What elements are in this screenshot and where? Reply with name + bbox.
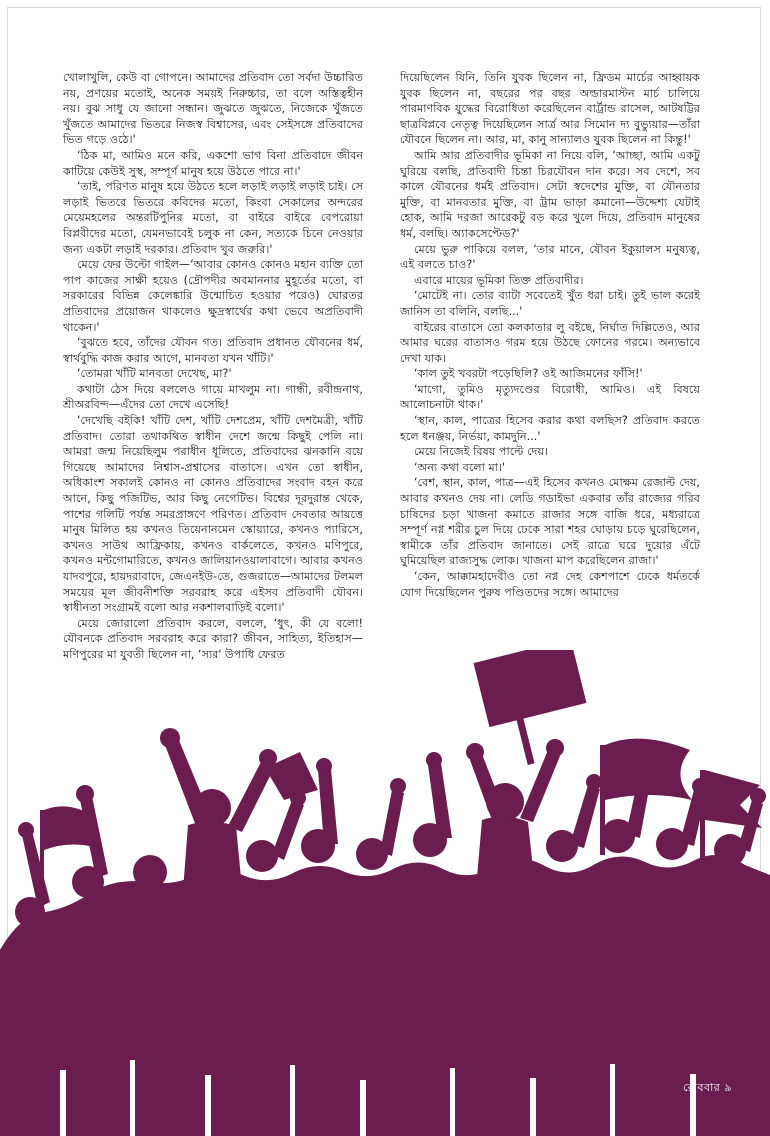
paragraph: ‘দেখেছি বইকি! খাঁটি দেশ, খাঁটি দেশপ্রেম, খাঁটি দেশমৈত্রী, খাঁটি প্রতিবাদ। তোরা তথাকথিত স্বাধীন দেশে জন্মে কিছুই পেলি না। আমরা জন্ম নিয়েছিলুম পরাধীন ধূলিতে, প্রতিবাদের ঝনকানি বয়ে গিয়েছে আমাদের নিশ্বাস-প্রশ্বাসের বাতাসে। এখন তো স্বাধীন, অধিকাংশ সকালই কোনও না কোনও প্রতিবাদের সংবাদ বহন করে আনে, কিছু পজিটিভ, আর কিছু নেগেটিভ। বিশ্বের দূরদুরান্ত থেকে, পাশের গলিটি পর্যন্ত সমরপ্রাঙ্গণে পরিণত। প্রতিবাদ দেবতার আয়ত্তে মানুষ মিলিত হয় কখনও তিয়েনানমেন স্কোয়্যারে, কখনও প্যারিসে, কখনও সাউথ আফ্রিকায়, কখনও বার্কলেতে, কখনও মণিপুরে, কখনও মন্টগোমারিতে, কখনও জালিয়ানওয়ালাবাগে। আবার কখনও যাদবপুরে, হায়দরাবাদে, জেএনইউ-তে, গুজরাতে—আমাদের টলমল সময়ের মূল জীবনীশক্তি সরবরাহ করে এইসব প্রতিবাদী যৌবন। স্বাধীনতা সংগ্রামই বলো আর নকশালবাড়িই বলো।' <box>63 414 363 615</box>
article-column-left <box>63 70 363 663</box>
paragraph: মেয়ে ফের উল্টো গাইল—‘আবার কোনও কোনও মহান ব্যক্তি তো পাপ কাজের সাক্ষী হয়েও (দ্রৌপদীর অবমাননার মুহূর্তের মতো, বা সরকারের বিভিন্ন কেলেঙ্কারি উন্মোচিত হওয়ার পরেও) ঘোরতর প্রতিবাদের প্রয়োজন থাকলেও ক্ষুদ্রস্বার্থের কথা ভেবে অপ্রতিবাদী থাকেন।' <box>63 258 363 334</box>
paragraph: ‘বুঝতে হবে, তাঁদের যৌবন গত। প্রতিবাদ প্রধানত যৌবনের ধর্ম, স্বার্থবুদ্ধি কাজ করার আগে, মানবতা যখন খাঁটি।' <box>63 336 363 365</box>
paragraph: কথাটা ঠেস দিয়ে বললেও গায়ে মাখলুম না। গান্ধী, রবীন্দ্রনাথ, শ্রীঅরবিন্দ—এঁদের তো দেখে এসেছি! <box>63 382 363 412</box>
protest-crowd-silhouette <box>0 650 770 1136</box>
page-footer-label: রোববার ৯ <box>683 1081 732 1094</box>
article-column-right <box>400 70 700 600</box>
paragraph: খোলাখুলি, কেউ বা গোপনে। আমাদের প্রতিবাদ তো সর্বদা উচ্চারিত নয়, প্রণয়ের মতোই, অনেক সময়ই নিরুচ্চার, তা বলে অস্তিত্বহীন নয়। বুঝ সাধু যে জানো সন্ধান। জুঝতে জুঝতে, নিজেকে খুঁজতে খুঁজতে আমাদের ভিতরে নিজস্ব বিশ্বাসের, এবং সেইসঙ্গে প্রতিবাদের ভিত গড়ে ওঠে।' <box>63 71 363 147</box>
paragraph: ‘তাই, পরিণত মানুষ হয়ে উঠতে হলে লড়াই লড়াই লড়াই চাই। সে লড়াই ভিতরে ভিতরে কবিদের মতো, কিংবা সেকালের অন্দরের মেয়েমহলের অন্তরটিপুনির মতো, বা বাইরে বাইরে বেপরোয়া বিপ্লবীদের মতো, যেমনভাবেই চলুক না কেন, সত্যকে চিনে নেওয়ার জন্য একটা লড়াই দরকার। প্রতিবাদ খুব জরুরি।' <box>63 180 363 256</box>
paragraph: আমি আর প্রতিবাদীর ভূমিকা না নিয়ে বলি, ‘আচ্ছা, আমি একটু ঘুরিয়ে বলছি, প্রতিবাদী চিন্তা চিরযৌবন দান করে। সব দেশে, সব কালে যৌবনের ধর্মই প্রতিবাদ। সেটা স্বদেশের মুক্তি, বা যৌনতার মুক্তি, বা মানবতার মুক্তি, বা ট্রাম ভাড়া কমানো—উদ্দেশ্য যেটাই হোক, আমি দরজা আরেকটু বড় করে খুলে দিয়ে, প্রতিবাদ মানুষের ধর্ম, বলছি। অ্যাকসেপ্টেড?' <box>400 148 700 240</box>
paragraph: ‘বেশ, স্থান, কাল, পাত্র—এই হিসেব কখনও মোক্ষম রেজাল্ট দেয়, আবার কখনও দেয় না। লেডি গডাইভা একবার তাঁর রাজ্যের গরিব চাষিদের চড়া খাজনা কমাতে রাজার সঙ্গে বাজি ধরে, মধ্যরাত্রে সম্পূর্ণ নগ্ন শরীর চুল দিয়ে ঢেকে সারা শহর ঘোড়ায় চড়ে ঘুরেছিলেন, স্বামীকে তাঁর প্রতিবাদ জানাতে। সেই রাত্রে ঘরে দুয়োর এঁটে ঘুমিয়েছিল রাজ্যসুদ্ধ লোক। খাজনা মাপ করেছিলেন রাজা।' <box>400 476 700 568</box>
paragraph: ‘অন্য কথা বলো মা।' <box>414 460 505 474</box>
paragraph: দিয়েছিলেন যিনি, তিনি যুবক ছিলেন না, ফ্রিডম মার্চের আহ্বায়ক যুবক ছিলেন না, বছরের পর বছর অল্ডারমাস্টন মার্চ চালিয়ে পারমাণবিক যুদ্ধের বিরোধিতা করেছিলেন বার্ট্রান্ড রাসেল, আটষট্টির ছাত্রবিপ্লবে নেতৃত্ব দিয়েছিলেন সার্ত্র আর সিমোন দ্য বুভ্যুয়ার—তাঁরা যৌবনে ছিলেন না। আর, মা, কানু সান্যালও যুবক ছিলেন না কিন্তু!' <box>400 71 700 147</box>
paragraph: মেয়ে ভুরু পাকিয়ে বলল, ‘তার মানে, যৌবন ইকুয়ালস মনুষ্যত্ব, এই বলতে চাও?' <box>400 242 700 272</box>
paragraph: ‘স্থান, কাল, পাত্রের হিসেব করার কথা বলছিস? প্রতিবাদ করতে হলে ধনঞ্জয়, নির্ভয়া, কামদুনি...' <box>400 414 700 443</box>
paragraph: ‘মোটেই না। তোর ব্যাটা সবেতেই খুঁত ধরা চাই। তুই ভাল করেই জানিস তা বলিনি, বলছি...' <box>400 289 700 318</box>
paragraph: ‘কাল তুই খবরটা পড়েছিলি? ওই আজিমনের ফাঁসি!' <box>414 367 643 381</box>
paragraph: মেয়ে জোরালো প্রতিবাদ করলে, বললে, ‘ধুৎ, কী যে বলো! যৌবনকে প্রতিবাদ সরবরাহ করে কারা? জীবন, সাহিত্য, ইতিহাস—মণিপুরের মা যুবতী ছিলেন না, ‘স্যর' উপাধি ফেরত <box>63 616 363 661</box>
paragraph: এবারে মায়ের ভূমিকা তিক্ত প্রতিবাদীর। <box>414 273 584 287</box>
paragraph: ‘তোমরা খাঁটি মানবতা দেখেছ, মা?' <box>77 367 232 381</box>
paragraph: মেয়ে নিজেই বিষয় পাল্টে দেয়। <box>414 445 549 459</box>
paragraph: ‘কেন, আক্কামহাদেবীও তো নগ্ন দেহ কেশপাশে ঢেকে ধর্মতর্কে যোগ দিয়েছিলেন পুরুষ পণ্ডিতদের সঙ্গে। আমাদের <box>400 570 700 599</box>
paragraph: বাইরের বাতাসে তো কলকাতার লু বইছে, নির্ঘাত দিল্লিতেও, আর আমার ঘরের বাতাসও গরম হয়ে উঠছে ফোনের গরমে। অন্যভাবে দেখা যাক। <box>400 320 700 365</box>
paragraph: ‘ঠিক মা, আমিও মনে করি, একশো ভাগ বিনা প্রতিবাদে জীবন কাটিয়ে কেউই সুস্থ, সম্পূর্ণ মানুষ হয়ে উঠতে পারে না।' <box>63 148 363 178</box>
paragraph: ‘মাগো, তুমিও মৃত্যুদণ্ডের বিরোধী, আমিও। এই বিষয়ে আলোচনাটা থাক।' <box>400 382 700 412</box>
